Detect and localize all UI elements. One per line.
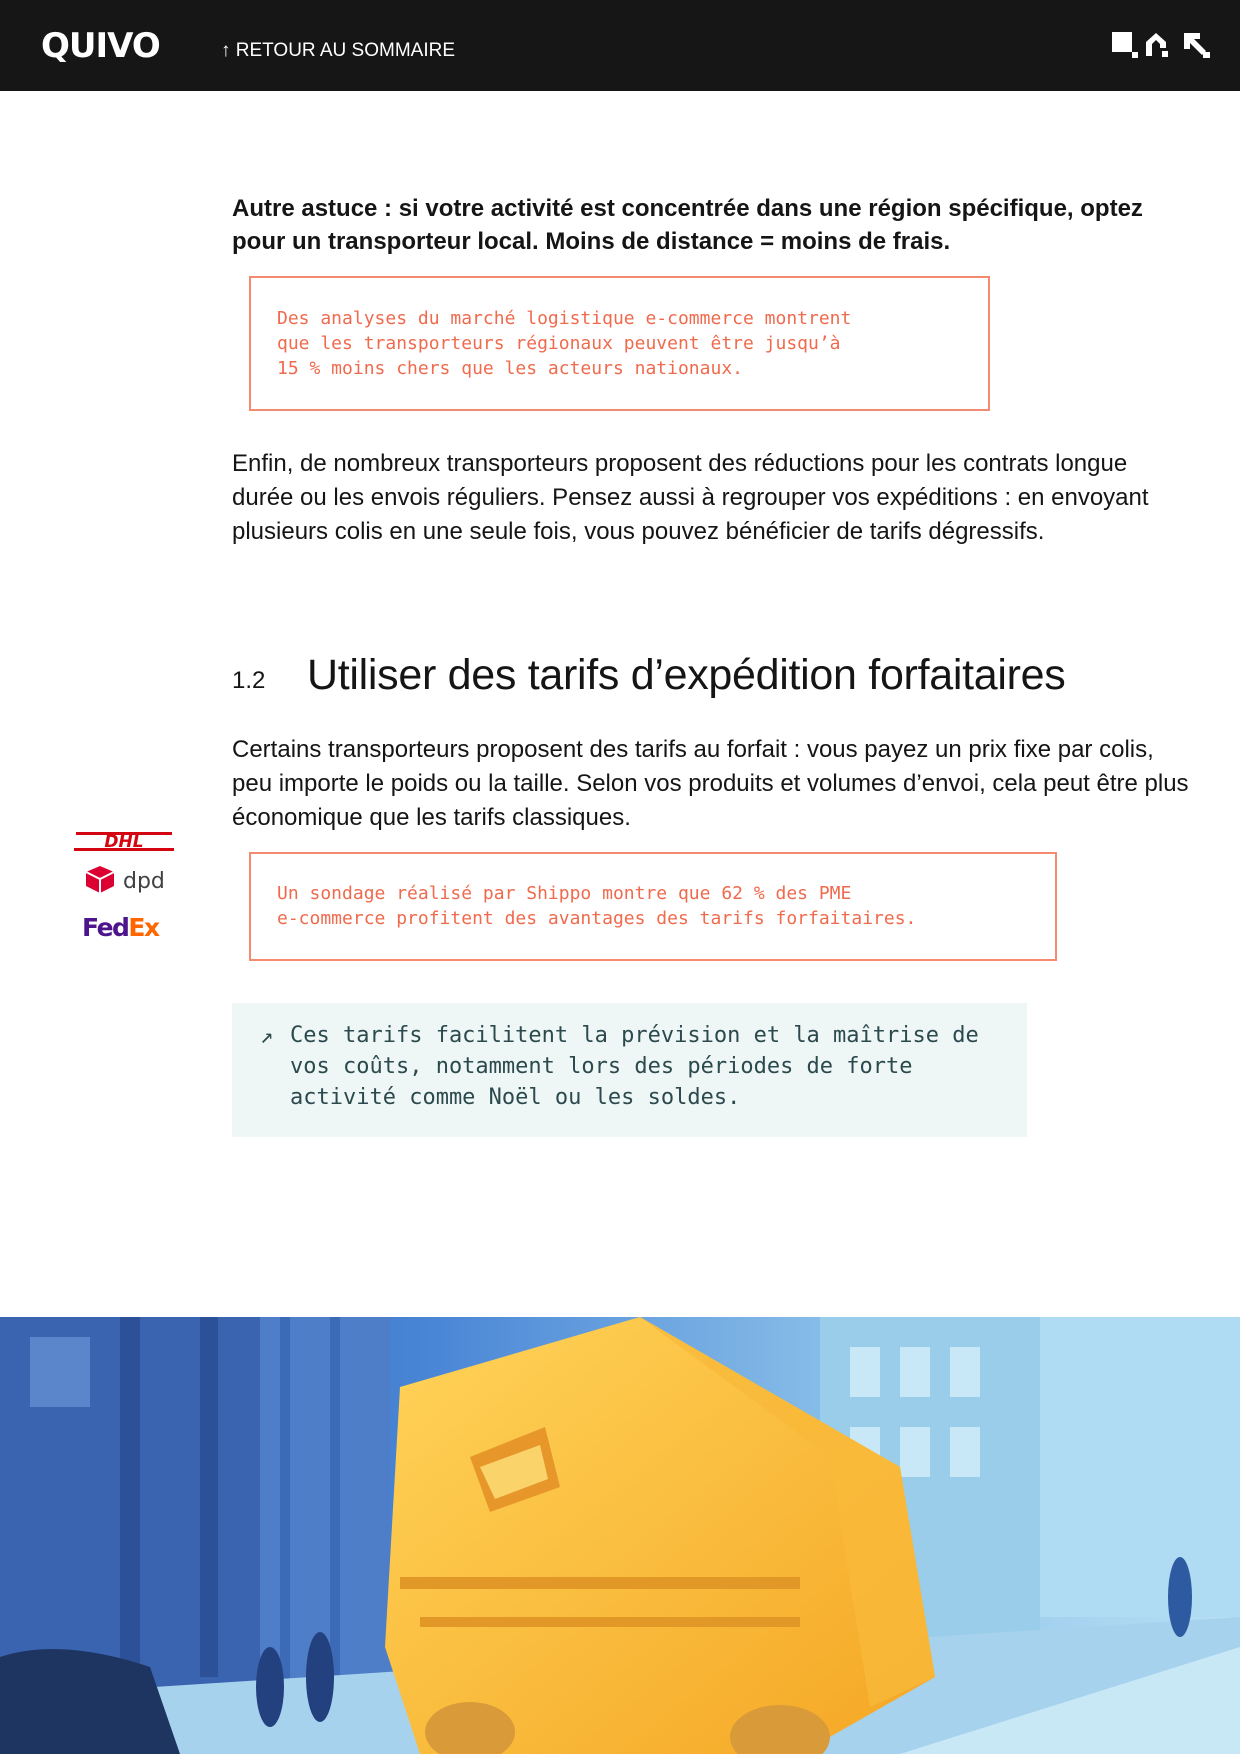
back-to-summary-link[interactable]: ↑ RETOUR AU SOMMAIRE [221, 40, 456, 61]
dpd-logo [86, 866, 165, 894]
carrier-logos [70, 828, 180, 948]
callout-text: Ces tarifs facilitent la prévision et la maîtrise de vos coûts, notamment lors des périodes de forte activité comme Noël ou les soldes. [290, 1023, 979, 1110]
svg-text:FedEx: FedEx [82, 913, 159, 942]
svg-text:DHL: DHL [104, 832, 144, 852]
body-paragraph: Enfin, de nombreux transporteurs proposent des réductions pour les contrats longue durée ou les envois réguliers. Pensez aussi à regrouper vos expéditions : en envoyant plusieurs colis en une seule fois, vous pouvez bénéficier de tarifs dégressifs. [232, 450, 1149, 545]
arrow-up-left-icon[interactable] [1184, 33, 1210, 58]
arrow-up-right-icon: ↗ [260, 1024, 274, 1049]
section-title: Utiliser des tarifs d’expédition forfaitaires [307, 651, 1066, 699]
statistic-quote-box [249, 276, 990, 411]
survey-quote-box [249, 852, 1057, 961]
statistic-quote-text: Des analyses du marché logistique e-commerce montrent que les transporteurs régionaux peuvent être jusqu’à 15 % moins chers que les acteurs nationaux. [277, 308, 852, 379]
home-icon[interactable] [1146, 33, 1168, 57]
square-icon[interactable] [1112, 32, 1138, 58]
callout-box [232, 1003, 1027, 1137]
dhl-logo [74, 832, 174, 852]
top-bar [0, 0, 1240, 91]
brand-logo[interactable]: QUIVO [41, 26, 160, 66]
tip-paragraph: Autre astuce : si votre activité est concentrée dans une région spécifique, optez pour un transporteur local. Moins de distance = moins de frais. [232, 195, 1143, 255]
nav-icons [1110, 30, 1212, 60]
survey-quote-text: Un sondage réalisé par Shippo montre que 62 % des PME e-commerce profitent des avantages des tarifs forfaitaires. [277, 883, 917, 929]
delivery-truck-photo [0, 1317, 1240, 1754]
section-number: 1.2 [232, 667, 266, 694]
svg-text:dpd: dpd [123, 869, 165, 894]
body-paragraph: Certains transporteurs proposent des tarifs au forfait : vous payez un prix fixe par colis, peu importe le poids ou la taille. Selon vos produits et volumes d’envoi, cela peut être plus économique que les tarifs classiques. [232, 736, 1189, 831]
fedex-logo [82, 913, 160, 942]
